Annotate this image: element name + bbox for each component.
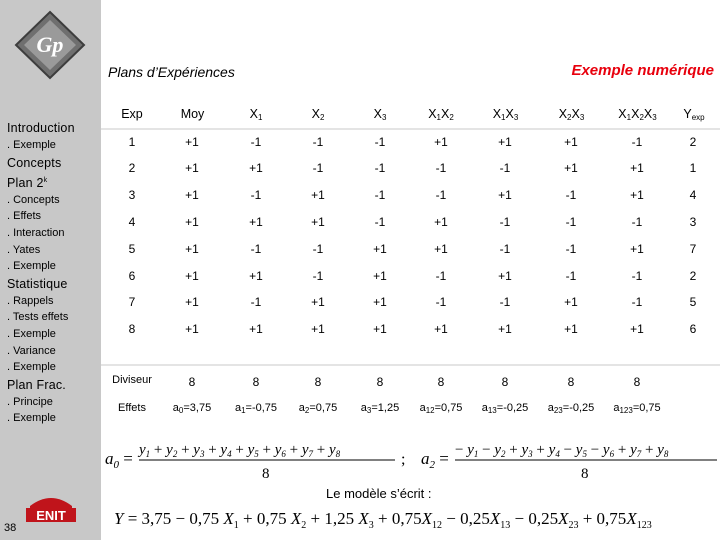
sidebar-section-concepts[interactable]: Concepts <box>7 155 62 170</box>
sidebar-section-plan-frac[interactable]: Plan Frac. <box>7 377 66 392</box>
cell-x3: -1 <box>374 215 386 229</box>
sidebar-item-intro-exemple[interactable]: . Exemple <box>7 139 56 151</box>
sidebar <box>0 0 101 540</box>
divisor-cell-x2x3: 8 <box>567 375 575 389</box>
cell-x1x2: +1 <box>434 135 448 149</box>
cell-x2: -1 <box>312 135 324 149</box>
logo-text: Gp <box>36 32 64 57</box>
effect-cell-x1x3: $a_{13}=-0,25$ <box>481 402 529 415</box>
effect-cell-x3: $a_3=1,25$ <box>360 402 400 415</box>
cell-exp: 4 <box>128 215 136 229</box>
cell-x1x3: -1 <box>499 161 511 175</box>
cell-moy: +1 <box>185 242 199 256</box>
cell-moy: +1 <box>185 215 199 229</box>
cell-x1: +1 <box>249 269 263 283</box>
plan-label: Plan 2 <box>7 175 44 190</box>
sidebar-item-interaction[interactable]: . Interaction <box>7 226 65 239</box>
cell-x1x2x3: -1 <box>631 269 643 283</box>
cell-moy: +1 <box>185 322 199 336</box>
cell-x2: +1 <box>311 215 325 229</box>
sidebar-menu <box>7 119 99 427</box>
svg-text:Y = 3,75 − 0,75 X1 + 0,75 X2 +: Y = 3,75 − 0,75 $X_1 + 0,75$ $X_2 + 1,25$ $X_3 + 0,75X_{12} - 0,25X_{13} - 0,25X_{23} + 0,75X_{123}$ <box>114 509 652 531</box>
cell-yexp: 7 <box>689 242 697 256</box>
cell-x1: +1 <box>249 161 263 175</box>
divisor-cell-x1x2x3: 8 <box>633 375 641 389</box>
sidebar-item-concepts[interactable]: . Concepts <box>7 193 60 206</box>
cell-x1x2: +1 <box>434 242 448 256</box>
cell-x1x2x3: +1 <box>630 242 644 256</box>
model-formula <box>110 502 720 536</box>
svg-text:y1 + y2 + y3 + y4 + y5 + y6 +: $y_1 + y_2 + y_3 + y_4 + y_5 + y_6 + y_7 + y_8$ <box>139 442 341 459</box>
divisor-cell-x2: 8 <box>314 375 322 389</box>
cell-x2: +1 <box>311 322 325 336</box>
cell-yexp: 6 <box>689 322 697 336</box>
divisor-cell-x3: 8 <box>376 375 384 389</box>
cell-x2x3: -1 <box>565 188 577 202</box>
sidebar-item-yates[interactable]: . Yates <box>7 243 41 256</box>
enit-logo <box>22 494 80 524</box>
cell-yexp: 3 <box>689 215 697 229</box>
cell-x1x3: +1 <box>498 135 512 149</box>
sidebar-item-tests-effets[interactable]: . Tests effets <box>7 311 69 324</box>
cell-x1: -1 <box>250 135 262 149</box>
col-header-x1x2x3: $X_1X_2X_3$ <box>618 107 657 122</box>
cell-x1: -1 <box>250 242 262 256</box>
sidebar-item-rappels[interactable]: . Rappels <box>7 294 54 307</box>
plan-exponent: k <box>43 176 48 184</box>
col-header-x1x3: $X_1X_3$ <box>492 107 519 122</box>
sidebar-item-frac-exemple[interactable]: . Exemple <box>7 412 56 425</box>
col-header-exp: Exp <box>121 107 143 121</box>
sidebar-item-concepts-exemple[interactable]: . Exemple <box>7 260 56 273</box>
svg-text:8: 8 <box>262 466 270 482</box>
cell-x1x2: -1 <box>435 295 447 309</box>
cell-x1x3: +1 <box>498 269 512 283</box>
cell-x1x3: +1 <box>498 188 512 202</box>
divisor-cell-x1: 8 <box>252 375 260 389</box>
cell-x1: +1 <box>249 322 263 336</box>
cell-x1x3: -1 <box>499 215 511 229</box>
cell-x3: -1 <box>374 188 386 202</box>
cell-exp: 2 <box>128 161 136 175</box>
effects-label: Effets <box>118 402 146 414</box>
cell-x1x2: -1 <box>435 269 447 283</box>
sidebar-item-stat-exemple-2[interactable]: . Exemple <box>7 361 56 374</box>
cell-x1x2x3: +1 <box>630 188 644 202</box>
cell-x1x3: -1 <box>499 295 511 309</box>
cell-x2x3: +1 <box>564 135 578 149</box>
cell-exp: 8 <box>128 322 136 336</box>
cell-x1x3: -1 <box>499 242 511 256</box>
cell-x2: -1 <box>312 161 324 175</box>
col-header-moy: Moy <box>180 107 205 121</box>
cell-x2: -1 <box>312 269 324 283</box>
sidebar-section-plan2k[interactable] <box>7 172 99 192</box>
cell-x2x3: +1 <box>564 161 578 175</box>
page-number: 38 <box>4 522 17 534</box>
cell-x2x3: +1 <box>564 322 578 336</box>
col-header-x3: $X_3$ <box>373 107 387 122</box>
cell-x3: -1 <box>374 135 386 149</box>
effect-cell-x1x2x3: $a_{123}=0,75$ <box>613 402 661 415</box>
cell-yexp: 2 <box>689 269 697 283</box>
cell-x1x2: +1 <box>434 215 448 229</box>
cell-exp: 6 <box>128 269 136 283</box>
sidebar-item-stat-exemple-1[interactable]: . Exemple <box>7 327 56 340</box>
divisor-cell-x1x2: 8 <box>437 375 445 389</box>
cell-x2: +1 <box>311 188 325 202</box>
cell-x1x2: -1 <box>435 161 447 175</box>
col-header-x1x2: $X_1X_2$ <box>428 107 454 122</box>
cell-exp: 7 <box>128 295 136 309</box>
cell-x2: +1 <box>311 295 325 309</box>
cell-x2x3: -1 <box>565 242 577 256</box>
effect-cell-x1x2: $a_{12}=0,75$ <box>419 402 463 415</box>
cell-x1x2x3: +1 <box>630 161 644 175</box>
cell-x3: +1 <box>373 269 387 283</box>
cell-x3: +1 <box>373 242 387 256</box>
sidebar-section-introduction[interactable]: Introduction <box>7 121 75 135</box>
cell-x2x3: -1 <box>565 269 577 283</box>
cell-x1: -1 <box>250 188 262 202</box>
cell-moy: +1 <box>185 161 199 175</box>
divisor-label: Diviseur <box>112 374 152 386</box>
svg-text:a0 =: $a_0$ = <box>105 449 133 471</box>
cell-x1: -1 <box>250 295 262 309</box>
cell-x1x2x3: -1 <box>631 215 643 229</box>
sidebar-item-variance[interactable]: . Variance <box>7 344 56 357</box>
cell-x2x3: +1 <box>564 295 578 309</box>
cell-moy: +1 <box>185 269 199 283</box>
sidebar-item-principe[interactable]: . Principe <box>7 395 53 408</box>
effect-cell-x1: $a_1=-0,75$ <box>234 402 278 415</box>
cell-x1x3: +1 <box>498 322 512 336</box>
sidebar-item-effets[interactable]: . Effets <box>7 210 42 223</box>
effect-cell-moy: $a_0=3,75$ <box>172 402 212 415</box>
cell-exp: 1 <box>128 135 136 149</box>
enit-logo-text: ENIT <box>36 508 66 523</box>
col-header-yexp: $Y_{exp}$ <box>683 107 705 122</box>
cell-x1x2x3: -1 <box>631 135 643 149</box>
svg-text:− y1 − y2 + y3 + y4 − y5 − y6: − $y_1 - y_2 + y_3 + y_4 - y_5 - y_6 + y_7 + y_8$ <box>455 442 669 459</box>
cell-x1x2: +1 <box>434 322 448 336</box>
cell-moy: +1 <box>185 188 199 202</box>
sidebar-section-statistique[interactable]: Statistique <box>7 276 68 291</box>
model-caption: Le modèle s’écrit : <box>326 486 432 501</box>
cell-x2x3: -1 <box>565 215 577 229</box>
cell-x2: -1 <box>312 242 324 256</box>
cell-exp: 3 <box>128 188 136 202</box>
svg-text:;: ; <box>401 451 406 468</box>
svg-text:a2 =: $a_2$ = <box>421 449 449 471</box>
col-header-x2: $X_2$ <box>311 107 325 122</box>
page-title: Plans d’Expériences <box>108 64 235 80</box>
cell-x3: +1 <box>373 322 387 336</box>
effect-cell-x2: $a_2=0,75$ <box>298 402 338 415</box>
cell-x1x2: -1 <box>435 188 447 202</box>
divisor-cell-moy: 8 <box>188 375 196 389</box>
cell-yexp: 1 <box>689 161 697 175</box>
cell-x1x2x3: -1 <box>631 295 643 309</box>
cell-x1x2x3: +1 <box>630 322 644 336</box>
cell-moy: +1 <box>185 135 199 149</box>
svg-text:8: 8 <box>581 466 589 482</box>
divisor-cell-x1x3: 8 <box>501 375 509 389</box>
cell-yexp: 2 <box>689 135 697 149</box>
col-header-x1: $X_1$ <box>249 107 263 122</box>
cell-x3: -1 <box>374 161 386 175</box>
cell-moy: +1 <box>185 295 199 309</box>
cell-exp: 5 <box>128 242 136 256</box>
col-header-x2x3: $X_2X_3$ <box>558 107 585 122</box>
slide-title: Exemple numérique <box>571 62 714 79</box>
cell-x3: +1 <box>373 295 387 309</box>
gp-logo <box>14 10 87 80</box>
effect-cell-x2x3: $a_{23}=-0,25$ <box>547 402 595 415</box>
cell-x1: +1 <box>249 215 263 229</box>
cell-yexp: 4 <box>689 188 697 202</box>
effect-formulas <box>103 432 720 482</box>
cell-yexp: 5 <box>689 295 697 309</box>
